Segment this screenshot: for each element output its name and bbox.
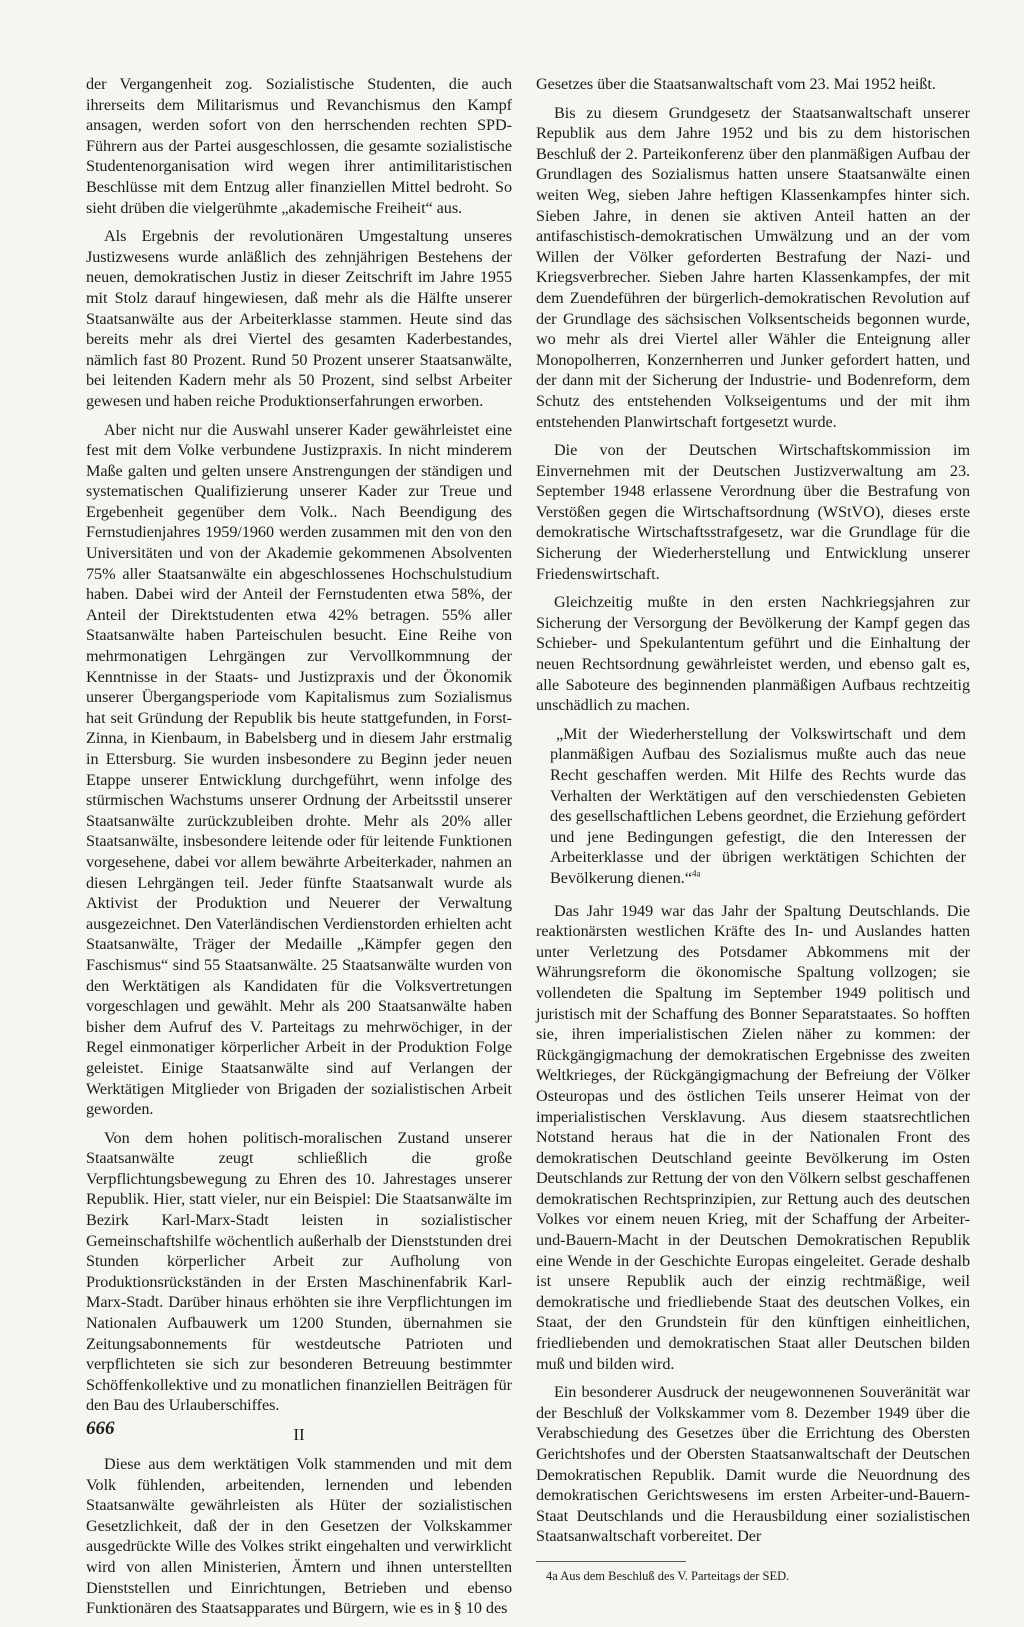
body-paragraph: Diese aus dem werktätigen Volk stammenden und mit dem Volk fühlenden, arbeitenden, lernenden und lebenden Staatsanwälte gewährleisten als Hüter der sozialistischen Gesetzlichkeit, daß der in den Gesetzen der Volkskammer ausgedrückte Wille des Volkes strikt eingehalten und verwirklicht wird von allen Ministerien, Ämtern und ihnen unterstellten Dienststellen und Einrichtungen, Betrieben und ebenso Funktionären des Staatsapparates und Bürgern, wie es in § 10 des (86, 1455, 512, 1618)
page-number: 666 (86, 1418, 115, 1439)
footnote: 4a Aus dem Beschluß des V. Parteitags der SED. (546, 1568, 790, 1583)
body-paragraph: Gleichzeitig mußte in den ersten Nachkriegsjahren zur Sicherung der Versorgung der Bevölkerung der Kampf gegen das Schieber- und Spekulantentum geführt und die Einhaltung der neuen Rechtsordnung gewährleistet werden, und ebenso galt es, alle Saboteure des beginnenden planmäßigen Aufbaus rechtzeitig unschädlich zu machen. (536, 593, 970, 715)
body-paragraph: Das Jahr 1949 war das Jahr der Spaltung Deutschlands. Die reaktionärsten westlichen Kräfte des In- und Auslandes hatten unter Verletzung des Potsdamer Abkommens mit der Währungsreform die ökonomische Spaltung vollzogen; sie vollendeten die Spaltung im September 1949 politisch und juristisch mit der Schaffung des Bonner Separatstaates. So hofften sie, ihren imperialistischen Zielen näher zu kommen: der Rückgängigmachung der demokratischen Ergebnisse des zweiten Weltkrieges, der Rückgängigmachung der Befreiung der Völker Osteuropas und des östlichen Teils unserer Heimat von der imperialistischen Versklavung. Aus diesem staatsrechtlichen Notstand heraus hat die in der Nationalen Front des demokratischen Deutschland geeinte Bevölkerung im Osten Deutschlands zur Rettung der von den Völkern selbst geschaffenen demokratischen Rechtsprinzipien, zur Rettung auch des deutschen Volkes vor einem neuen Krieg, mit der Schaffung der Arbeiter-und-Bauern-Macht in der Deutschen Demokratischen Republik eine Wende in der Geschichte Europas eingeleitet. Gerade deshalb ist unsere Republik auch der einzig rechtmäßige, weil demokratische und friedliebende Staat des deutschen Volkes, ein Staat, der den Grundstein für den künftigen einheitlichen, friedliebenden und demokratischen Staat aller Deutschen bilden muß und bilden wird. (536, 901, 970, 1373)
footnote-divider (536, 1561, 686, 1562)
left-column (86, 74, 512, 1627)
quote-text: „Mit der Wiederherstellung der Volkswirtschaft und dem planmäßigen Aufbau des Sozialismus mußte auch das neue Recht geschaffen werden. Mit Hilfe des Rechts wurde das Verhalten der Werktätigen auf den verschiedensten Gebieten des gesellschaftlichen Lebens geordnet, die Erziehung gefördert und jene Bedingungen gefestigt, die den Interessen der Arbeiterklasse und der übrigen werktätigen Schichten der Bevölkerung dienen.“ (550, 724, 966, 887)
body-paragraph: Von dem hohen politisch-moralischen Zustand unserer Staatsanwälte zeugt schließlich die große Verpflichtungsbewegung zu Ehren des 10. Jahrestages unserer Republik. Hier, statt vieler, nur ein Beispiel: Die Staatsanwälte im Bezirk Karl-Marx-Stadt leisten in sozialistischer Gemeinschaftshilfe wöchentlich außerhalb der Dienststunden drei Stunden körperlicher Arbeit zur Aufholung von Produktionsrückständen in der Ersten Maschinenfabrik Karl-Marx-Stadt. Darüber hinaus erhöhten sie ihre Verpflichtungen im Nationalen Aufbauwerk um 1200 Stunden, übernahmen sie Zeitungsabonnements für westdeutsche Patrioten und verpflichteten sie sich zur besonderen Betreuung bestimmter Schöffenkollektive und zu monatlichen finanziellen Beiträgen für den Bau des Urlauberschiffes. (86, 1128, 512, 1415)
body-paragraph: Bis zu diesem Grundgesetz der Staatsanwaltschaft unserer Republik aus dem Jahre 1952 und bis zu dem historischen Beschluß der 2. Parteikonferenz über den planmäßigen Aufbau der Grundlagen des Sozialismus hatten unsere Staatsanwälte einen weiten Weg, sieben Jahre heftigen Klassenkampfes hinter sich. Sieben Jahre, in denen sie aktiven Anteil hatten an der antifaschistisch-demokratischen Umwälzung und an der vom Willen der Völker geforderten Bestrafung der Nazi- und Kriegsverbrecher. Sieben Jahre harten Klassenkampfes, der mit dem Zuendeführen der bürgerlich-demokratischen Revolution auf der Grundlage des sächsischen Volksentscheids begonnen wurde, wo mehr als drei Viertel aller Wähler die Enteignung aller Monopolherren, Konzernherren und Junker gefordert hatten, und der dann mit der Sicherung der Industrie- und Bodenreform, dem Schutz des entstehenden Volkseigentums und der mit ihm entstehenden Planwirtschaft fortgesetzt wurde. (536, 103, 970, 431)
block-quote (550, 724, 970, 889)
body-paragraph: Aber nicht nur die Auswahl unserer Kader gewährleistet eine fest mit dem Volke verbundene Justizpraxis. In nicht minderem Maße galten und gelten unsere Anstrengungen der ständigen und systematischen Qualifizierung unserer Kader zur Treue und Ergebenheit gegenüber dem Volk.. Nach Beendigung des Fernstudienjahres 1959/1960 werden zusammen mit den von den Universitäten und von der Akademie gekommenen Absolventen 75% aller Staatsanwälte ein abgeschlossenes Hochschulstudium haben. Dabei wird der Anteil der Fernstudenten etwa 58%, der Anteil der Direktstudenten etwa 42% betragen. 55% aller Staatsanwälte haben Parteischulen besucht. Eine Reihe von mehrmonatigen Lehrgängen zur Vervollkommnung der Kenntnisse in der Staats- und Justizpraxis und der Ökonomik unserer Übergangsperiode vom Kapitalismus zum Sozialismus hat seit Gründung der Republik bis heute stattgefunden, in Forst-Zinna, in Kienbaum, in Babelsberg und in diesem Jahr erstmalig in Ettersburg. Sie wurden insbesondere zu Beginn jeder neuen Etappe unserer Entwicklung durchgeführt, wenn infolge des stürmischen Wachstums unserer Ordnung der Arbeitsstil unserer Staatsanwälte zurückzubleiben drohte. Mehr als 20% aller Staatsanwälte, insbesondere leitende oder für leitende Funktionen vorgesehene, dabei vor allem bewährte Arbeiterkader, nahmen an diesen Lehrgängen teil. Jeder fünfte Staatsanwalt wurde als Aktivist der Produktion und Neuerer der Verwaltung ausgezeichnet. Den Vaterländischen Verdienstorden erhielten acht Staatsanwälte, Träger der Medaille „Kämpfer gegen den Faschismus“ sind 55 Staatsanwälte. 25 Staatsanwälte wurden von den Werktätigen als Kandidaten für die Volksvertretungen vorgeschlagen und gewählt. Mehr als 200 Staatsanwälte haben bisher dem Aufruf des V. Parteitags zu mehrwöchiger, in der Regel einmonatiger körperlicher Arbeit in der Produktion Folge geleistet. Einige Staatsanwälte sind auf Verlangen der Werktätigen Mitglieder von Brigaden der sozialistischen Arbeit geworden. (86, 420, 512, 1119)
body-paragraph: der Vergangenheit zog. Sozialistische Studenten, die auch ihrerseits dem Militarismus und Revanchismus den Kampf ansagen, werden sofort von den herrschenden rechten SPD-Führern aus der Partei ausgeschlossen, die gesamte sozialistische Studentenorganisation wird wegen ihrer antimilitaristischen Beschlüsse mit dem Entzug aller finanziellen Mittel bedroht. So sieht drüben die vielgerühmte „akademische Freiheit“ aus. (86, 75, 512, 217)
body-paragraph: Als Ergebnis der revolutionären Umgestaltung unseres Justizwesens wurde anläßlich des zehnjährigen Bestehens der neuen, demokratischen Justiz in dieser Zeitschrift im Jahre 1955 mit Stolz darauf hingewiesen, daß mehr als die Hälfte unserer Staatsanwälte aus der Arbeiterklasse stammen. Heute sind das bereits mehr als drei Viertel des gesamten Kaderbestandes, nämlich fast 80 Prozent. Rund 50 Prozent unserer Staatsanwälte, bei leitenden Kadern mehr als 50 Prozent, sind selbst Arbeiter gewesen und haben reiche Produktionserfahrungen erworben. (86, 227, 512, 410)
right-column (536, 74, 970, 1584)
body-paragraph: Ein besonderer Ausdruck der neugewonnenen Souveränität war der Beschluß der Volkskammer vom 8. Dezember 1949 über die Verabschiedung des Gesetzes über die Errichtung des Obersten Gerichtshofes und der Obersten Staatsanwaltschaft der Deutschen Demokratischen Republik. Damit wurde die Neuordnung des demokratischen Gerichtswesens im ersten Arbeiter-und-Bauern-Staat Deutschlands und die Herausbildung einer sozialistischen Staatsanwaltschaft vorbereitet. Der (536, 1383, 970, 1546)
section-heading: II (293, 1425, 305, 1444)
body-paragraph: Gesetzes über die Staatsanwaltschaft vom 23. Mai 1952 heißt. (536, 75, 936, 93)
body-paragraph: Die von der Deutschen Wirtschaftskommission im Einvernehmen mit der Deutschen Justizverwaltung am 23. September 1948 erlassene Verordnung über die Bestrafung von Verstößen gegen die Wirtschaftsordnung (WStVO), dieses erste demokratische Wirtschaftsstrafgesetz, war die Grundlage für die Sicherung der Wiederherstellung und Entwicklung unserer Friedenswirtschaft. (536, 441, 970, 583)
footnote-marker: 4a (692, 868, 701, 879)
